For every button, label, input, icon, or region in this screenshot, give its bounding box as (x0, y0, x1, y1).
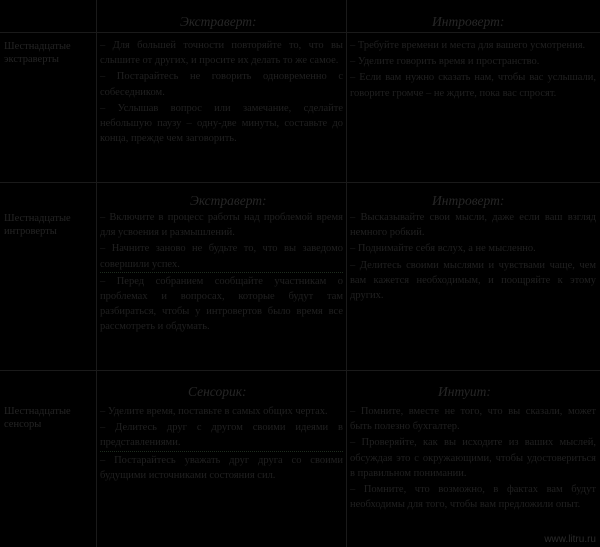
row-divider (0, 370, 600, 371)
row-label: Шестнадцатые экстраверты (4, 41, 71, 65)
list-item: – Уделите время, поставьте в самых общих чертах. (100, 406, 328, 417)
list-item: – Проверяйте, как вы исходите из ваших мыслей, обсуждая это с окружающими, чтобы удостовериться в правильном понимании. (350, 437, 596, 479)
list-item: – Поднимайте себя вслух, а не мысленно. (350, 243, 536, 255)
right-cell (350, 38, 596, 102)
column-header-right: Интуит: (438, 384, 491, 399)
list-item: – Делитесь друг с другом своими идеями в представлениями. (100, 420, 343, 451)
row-label: Шестнадцатые сенсоры (4, 406, 71, 430)
column-header-right: Интроверт: (432, 14, 505, 29)
right-cell (350, 210, 596, 304)
column-header-left: Сенсорик: (188, 384, 247, 399)
right-cell (350, 404, 596, 513)
list-item: – Постарайтесь не говорить одновременно с собеседником. (100, 71, 343, 98)
list-item: – Начните заново не будьте то, что вы заведомо совершили успех. (100, 241, 343, 272)
list-item: – Помните, вместе не того, что вы сказали, может быть полезно бухгалтер. (350, 406, 596, 433)
left-cell (100, 38, 343, 147)
list-item: – Включите в процесс работы над проблемой время для усвоения и размышлений. (100, 212, 343, 239)
column-divider (96, 0, 97, 547)
list-item: – Если вам нужно сказать нам, чтобы вас услышали, говорите громче – не ждите, пока вас спросят. (350, 72, 596, 99)
row-divider (0, 32, 600, 33)
list-item: – Уделите говорить время и пространство. (350, 56, 540, 68)
watermark: www.litru.ru (544, 534, 596, 545)
list-item: – Постарайтесь уважать друг друга со своими будущими источниками состояния сил. (100, 454, 343, 481)
list-item: – Высказывайте свои мысли, даже если ваш взгляд немного робкий. (350, 212, 596, 239)
left-cell (100, 404, 343, 484)
list-item: – Делитесь своими мыслями и чувствами чаще, чем вам кажется необходимым, и поощряйте к этому других. (350, 259, 596, 302)
column-header-left: Экстраверт: (190, 193, 267, 208)
column-divider (346, 0, 347, 547)
row-divider (0, 182, 600, 183)
column-header-left: Экстраверт: (180, 14, 257, 29)
list-item: – Для большей точности повторяйте то, что вы слышите от других, и просите их делать то же самое. (100, 40, 343, 67)
list-item: – Услышав вопрос или замечание, сделайте небольшую паузу – одну-две минуты, составьте до конца, прежде чем заговорить. (100, 102, 343, 145)
list-item: – Перед собранием сообщайте участникам о проблемах и вопросах, которые будут там разбираться, чтобы у интровертов было время все рассмотреть и обдумать. (100, 275, 343, 333)
list-item: – Помните, что возможно, в фактах вам будут необходимы для того, чтобы вам предложили опыт. (350, 484, 596, 511)
left-cell (100, 210, 343, 336)
row-label: Шестнадцатые интроверты (4, 213, 71, 237)
column-header-right: Интроверт: (432, 193, 505, 208)
list-item: – Требуйте времени и места для вашего усмотрения. (350, 40, 586, 51)
